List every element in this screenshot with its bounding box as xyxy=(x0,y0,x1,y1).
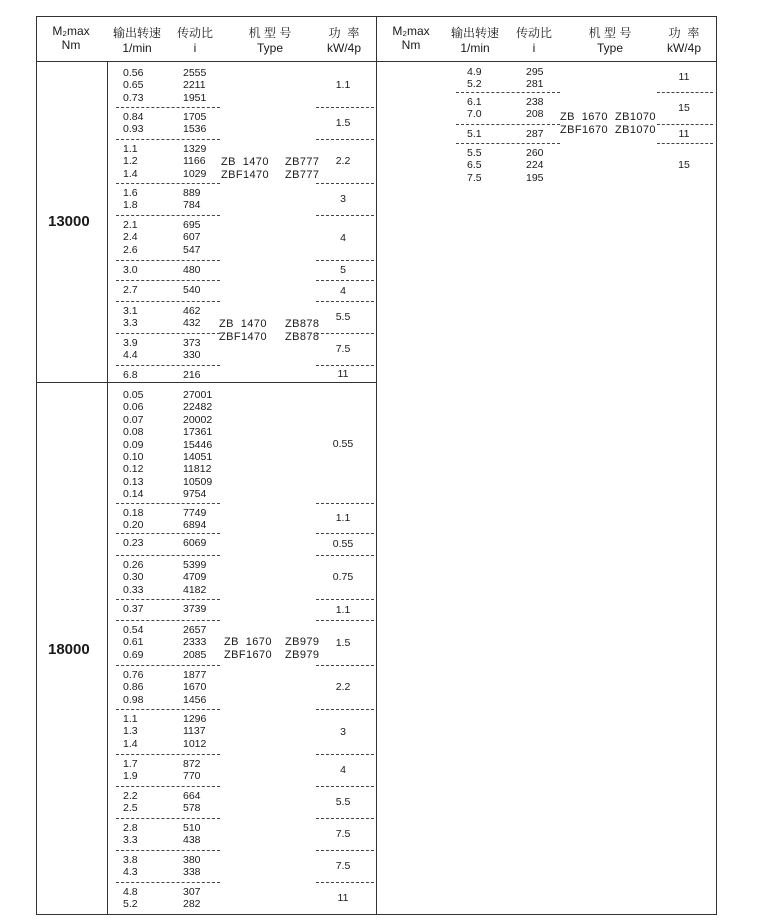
power-divider xyxy=(316,365,374,366)
group-divider xyxy=(116,333,220,334)
power-divider xyxy=(316,215,374,216)
type-label xyxy=(560,111,608,137)
power-cell: 3 xyxy=(340,193,346,205)
power-cell: 11 xyxy=(678,71,690,83)
speed-cell: 0.84 0.93 xyxy=(123,111,144,136)
torque-13000: 13000 xyxy=(48,213,90,230)
ratio-cell: 510 438 xyxy=(183,822,201,847)
ratio-cell: 480 xyxy=(183,264,201,276)
ratio-cell: 260 224 195 xyxy=(526,147,544,184)
type-label xyxy=(221,156,269,182)
table-right-border xyxy=(716,16,717,914)
header-line2: i xyxy=(193,41,197,55)
ratio-cell: 1329 1166 1029 xyxy=(183,143,207,180)
power-cell: 2.2 xyxy=(335,155,351,167)
table-bottom-border xyxy=(36,914,717,915)
group-divider xyxy=(456,92,560,93)
power-divider xyxy=(657,92,713,93)
power-cell: 1.5 xyxy=(335,117,351,129)
type-line: ZB777 xyxy=(285,156,320,168)
type-line: ZBF1470 xyxy=(221,169,270,181)
header-line1: 传动比 xyxy=(515,26,552,40)
power-cell: 2.2 xyxy=(335,681,351,693)
header-line2: kW/4p xyxy=(326,41,361,55)
type-line: ZB1070 xyxy=(615,111,656,123)
power-divider xyxy=(657,124,713,125)
ratio-cell: 380 338 xyxy=(183,854,201,879)
power-divider xyxy=(316,333,374,334)
power-cell: 11 xyxy=(678,127,690,140)
power-cell: 1.1 xyxy=(335,79,351,91)
group-divider xyxy=(116,786,220,787)
type-line: ZB979 xyxy=(285,649,320,661)
group-divider xyxy=(116,709,220,710)
ratio-cell: 1877 1670 1456 xyxy=(183,669,207,706)
group-divider xyxy=(116,850,220,851)
power-divider xyxy=(316,850,374,851)
speed-cell: 2.2 2.5 xyxy=(123,790,138,815)
ratio-cell: 1296 1137 1012 xyxy=(183,713,207,750)
header-line1: 输出转速 xyxy=(112,26,161,40)
power-cell: 4 xyxy=(340,231,346,244)
ratio-cell: 2657 2333 2085 xyxy=(183,624,207,661)
header-ratio xyxy=(165,24,225,55)
group-divider xyxy=(116,215,220,216)
ratio-cell: 7749 6894 xyxy=(183,507,207,532)
speed-cell: 5.5 6.5 7.5 xyxy=(467,147,482,184)
group-divider xyxy=(116,754,220,755)
type-line: ZB878 xyxy=(285,331,320,343)
ratio-cell: 216 xyxy=(183,369,201,381)
section-divider xyxy=(36,382,376,383)
power-cell: 1.1 xyxy=(335,603,351,616)
type-label xyxy=(219,318,267,344)
type-line: ZB979 xyxy=(285,636,320,648)
center-divider xyxy=(376,16,377,914)
speed-cell: 3.9 4.4 xyxy=(123,337,138,362)
group-divider xyxy=(116,620,220,621)
group-divider xyxy=(116,818,220,819)
power-cell: 1.1 xyxy=(335,512,351,524)
type-line: ZB 1670 xyxy=(560,111,608,123)
power-divider xyxy=(316,599,374,600)
ratio-cell: 27001 22482 20002 17361 15446 14051 11812 10509 9754 xyxy=(183,389,213,501)
ratio-cell: 3739 xyxy=(183,603,207,615)
power-divider xyxy=(316,818,374,819)
group-divider xyxy=(116,139,220,140)
group-divider xyxy=(116,882,220,883)
speed-cell: 3.8 4.3 xyxy=(123,854,138,879)
power-cell: 11 xyxy=(337,367,349,380)
speed-cell: 1.7 1.9 xyxy=(123,758,138,783)
speed-cell: 0.37 xyxy=(123,603,144,615)
header-speed xyxy=(106,24,168,55)
speed-cell: 2.7 xyxy=(123,284,138,296)
ratio-cell: 238 208 xyxy=(526,96,544,121)
speed-cell: 2.1 2.4 2.6 xyxy=(123,219,138,256)
type-line: ZB 1670 xyxy=(224,636,272,648)
header-type xyxy=(230,24,310,55)
group-divider xyxy=(116,599,220,600)
type-line: ZB 1470 xyxy=(219,318,267,330)
header-power xyxy=(316,24,372,55)
group-divider xyxy=(116,183,220,184)
group-divider xyxy=(116,533,220,534)
power-divider xyxy=(316,183,374,184)
power-cell: 7.5 xyxy=(335,828,351,840)
ratio-cell: 307 282 xyxy=(183,886,201,911)
ratio-cell: 540 xyxy=(183,284,201,296)
speed-cell: 3.0 xyxy=(123,264,138,276)
power-cell: 0.55 xyxy=(332,538,354,550)
header-line2: Type xyxy=(596,41,623,55)
ratio-cell: 664 578 xyxy=(183,790,201,815)
power-cell: 4 xyxy=(340,284,346,297)
power-cell: 4 xyxy=(340,764,346,776)
header-line2: i xyxy=(532,41,536,55)
header-ratio xyxy=(504,24,564,55)
header-line2: 1/min xyxy=(460,41,490,55)
power-cell: 5.5 xyxy=(335,796,351,808)
ratio-cell: 5399 4709 4182 xyxy=(183,559,207,596)
header-line2: 1/min xyxy=(122,41,152,55)
power-divider xyxy=(316,555,374,556)
group-divider xyxy=(116,260,220,261)
header-torque xyxy=(382,24,440,52)
power-divider xyxy=(316,107,374,108)
speed-cell: 0.56 0.65 0.73 xyxy=(123,67,144,104)
power-cell: 1.5 xyxy=(335,636,351,649)
header-torque xyxy=(42,24,100,52)
header-line1: 传动比 xyxy=(176,26,213,40)
ratio-cell: 695 607 547 xyxy=(183,219,201,256)
power-cell: 5 xyxy=(340,264,346,276)
ratio-cell: 462 432 xyxy=(183,305,201,330)
power-divider xyxy=(316,533,374,534)
type-line: ZBF1470 xyxy=(219,331,268,343)
power-cell: 15 xyxy=(678,102,690,114)
type-line: ZBF1670 xyxy=(224,649,273,661)
group-divider xyxy=(116,301,220,302)
ratio-cell: 2555 2211 1951 xyxy=(183,67,207,104)
power-divider xyxy=(316,260,374,261)
speed-cell: 1.6 1.8 xyxy=(123,187,138,212)
ratio-cell: 373 330 xyxy=(183,337,201,362)
power-divider xyxy=(316,503,374,504)
speed-cell: 4.8 5.2 xyxy=(123,886,138,911)
group-divider xyxy=(116,503,220,504)
type-label xyxy=(224,636,272,662)
group-divider xyxy=(456,124,560,125)
header-type xyxy=(570,24,650,55)
speed-cell: 0.18 0.20 xyxy=(123,507,144,532)
power-cell: 7.5 xyxy=(335,860,351,872)
group-divider xyxy=(116,280,220,281)
group-divider xyxy=(456,143,560,144)
power-divider xyxy=(316,139,374,140)
speed-cell: 5.1 xyxy=(467,128,482,140)
header-line2: Nm xyxy=(61,38,81,52)
power-divider xyxy=(316,665,374,666)
speed-cell: 0.23 xyxy=(123,537,144,549)
group-divider xyxy=(116,107,220,108)
ratio-cell: 1705 1536 xyxy=(183,111,207,136)
group-divider xyxy=(116,555,220,556)
speed-cell: 4.9 5.2 xyxy=(467,66,482,91)
header-line1: 输出转速 xyxy=(450,26,499,40)
power-divider xyxy=(316,754,374,755)
speed-cell: 0.05 0.06 0.07 0.08 0.09 0.10 0.12 0.13 0.14 xyxy=(123,389,144,501)
ratio-cell: 287 xyxy=(526,128,544,140)
type-label xyxy=(615,111,656,137)
power-divider xyxy=(316,280,374,281)
torque-18000: 18000 xyxy=(48,641,90,658)
power-cell: 7.5 xyxy=(335,343,351,355)
power-divider xyxy=(316,301,374,302)
ratio-cell: 872 770 xyxy=(183,758,201,783)
header-line1: 功 率 xyxy=(328,26,360,40)
type-line: ZB1070 xyxy=(615,124,656,136)
header-line1: 机 型 号 xyxy=(248,26,292,40)
ratio-cell: 6069 xyxy=(183,537,207,549)
header-line1: 功 率 xyxy=(668,26,700,40)
header-line2: Type xyxy=(256,41,283,55)
power-cell: 0.55 xyxy=(332,438,354,450)
type-line: ZB 1470 xyxy=(221,156,269,168)
power-divider xyxy=(316,709,374,710)
type-line: ZB777 xyxy=(285,169,320,181)
power-divider xyxy=(657,143,713,144)
group-divider xyxy=(116,665,220,666)
speed-cell: 1.1 1.3 1.4 xyxy=(123,713,138,750)
speed-cell: 2.8 3.3 xyxy=(123,822,138,847)
power-cell: 3 xyxy=(340,725,346,738)
header-power xyxy=(656,24,712,55)
header-line1: M₂max xyxy=(52,24,90,38)
power-cell: 5.5 xyxy=(335,311,351,323)
speed-cell: 3.1 3.3 xyxy=(123,305,138,330)
type-line: ZBF1670 xyxy=(560,124,609,136)
header-speed xyxy=(444,24,506,55)
speed-cell: 6.1 7.0 xyxy=(467,96,482,121)
column-divider xyxy=(107,61,108,914)
power-divider xyxy=(316,882,374,883)
power-cell: 11 xyxy=(337,891,349,904)
power-divider xyxy=(316,620,374,621)
speed-cell: 0.26 0.30 0.33 xyxy=(123,559,144,596)
power-cell: 15 xyxy=(678,159,690,171)
header-line2: Nm xyxy=(401,38,421,52)
ratio-cell: 295 281 xyxy=(526,66,544,91)
header-line1: M₂max xyxy=(392,24,430,38)
power-divider xyxy=(316,786,374,787)
speed-cell: 1.1 1.2 1.4 xyxy=(123,143,138,180)
speed-cell: 0.54 0.61 0.69 xyxy=(123,624,144,661)
power-cell: 0.75 xyxy=(332,571,354,583)
header-line2: kW/4p xyxy=(666,41,701,55)
ratio-cell: 889 784 xyxy=(183,187,201,212)
table-left-border xyxy=(36,16,37,914)
speed-cell: 6.8 xyxy=(123,369,138,381)
speed-cell: 0.76 0.86 0.98 xyxy=(123,669,144,706)
header-line1: 机 型 号 xyxy=(588,26,632,40)
type-line: ZB878 xyxy=(285,318,320,330)
group-divider xyxy=(116,365,220,366)
